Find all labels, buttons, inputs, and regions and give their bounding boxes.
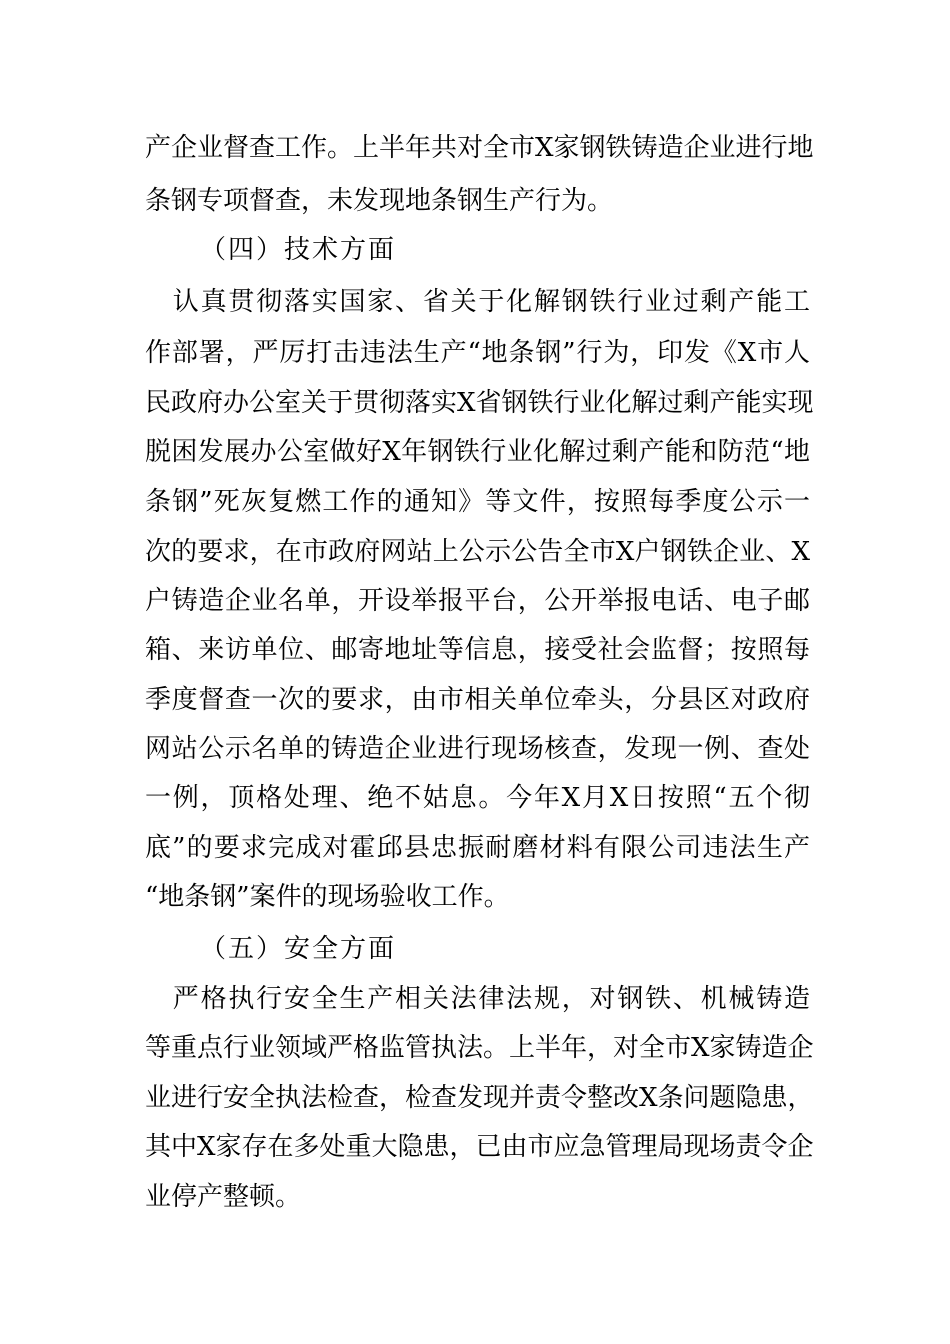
- section-heading-5: （五）安全方面: [200, 934, 397, 964]
- text-line-11: 箱、来访单位、邮寄地址等信息，接受社会监督；按照每: [145, 635, 810, 665]
- text-line-14: 一例，顶格处理、绝不姑息。今年X月X日按照“五个彻: [145, 783, 810, 813]
- text-line-12: 季度督查一次的要求，由市相关单位牵头，分县区对政府: [145, 685, 810, 715]
- text-line-2: 条钢专项督查，未发现地条钢生产行为。: [145, 186, 614, 216]
- text-line-22: 业停产整顿。: [145, 1182, 302, 1212]
- text-line-6: 民政府办公室关于贯彻落实X省钢铁行业化解过剩产能实现: [145, 388, 814, 418]
- text-line-5: 作部署，严厉打击违法生产“地条钢”行为，印发《X市人: [145, 338, 810, 368]
- text-line-1: 产企业督查工作。上半年共对全市X家钢铁铸造企业进行地: [145, 133, 814, 163]
- text-line-10: 户铸造企业名单，开设举报平台，公开举报电话、电子邮: [145, 586, 810, 616]
- text-line-16: “地条钢”案件的现场验收工作。: [145, 882, 510, 912]
- section-heading-4: （四）技术方面: [200, 235, 397, 265]
- text-line-9: 次的要求，在市政府网站上公示公告全市X户钢铁企业、X: [145, 537, 810, 567]
- text-line-4: 认真贯彻落实国家、省关于化解钢铁行业过剩产能工: [145, 287, 810, 317]
- text-line-20: 业进行安全执法检查，检查发现并责令整改X条问题隐患，: [145, 1083, 814, 1113]
- text-line-19: 等重点行业领域严格监管执法。上半年，对全市X家铸造企: [145, 1033, 814, 1063]
- text-line-18: 严格执行安全生产相关法律法规，对钢铁、机械铸造: [145, 984, 810, 1014]
- text-line-13: 网站公示名单的铸造企业进行现场核查，发现一例、查处: [145, 734, 810, 764]
- text-line-7: 脱困发展办公室做好X年钢铁行业化解过剩产能和防范“地: [145, 437, 810, 467]
- text-line-15: 底”的要求完成对霍邱县忠振耐磨材料有限公司违法生产: [145, 833, 810, 863]
- text-line-8: 条钢”死灰复燃工作的通知》等文件，按照每季度公示一: [145, 487, 810, 517]
- text-line-21: 其中X家存在多处重大隐患，已由市应急管理局现场责令企: [145, 1132, 814, 1162]
